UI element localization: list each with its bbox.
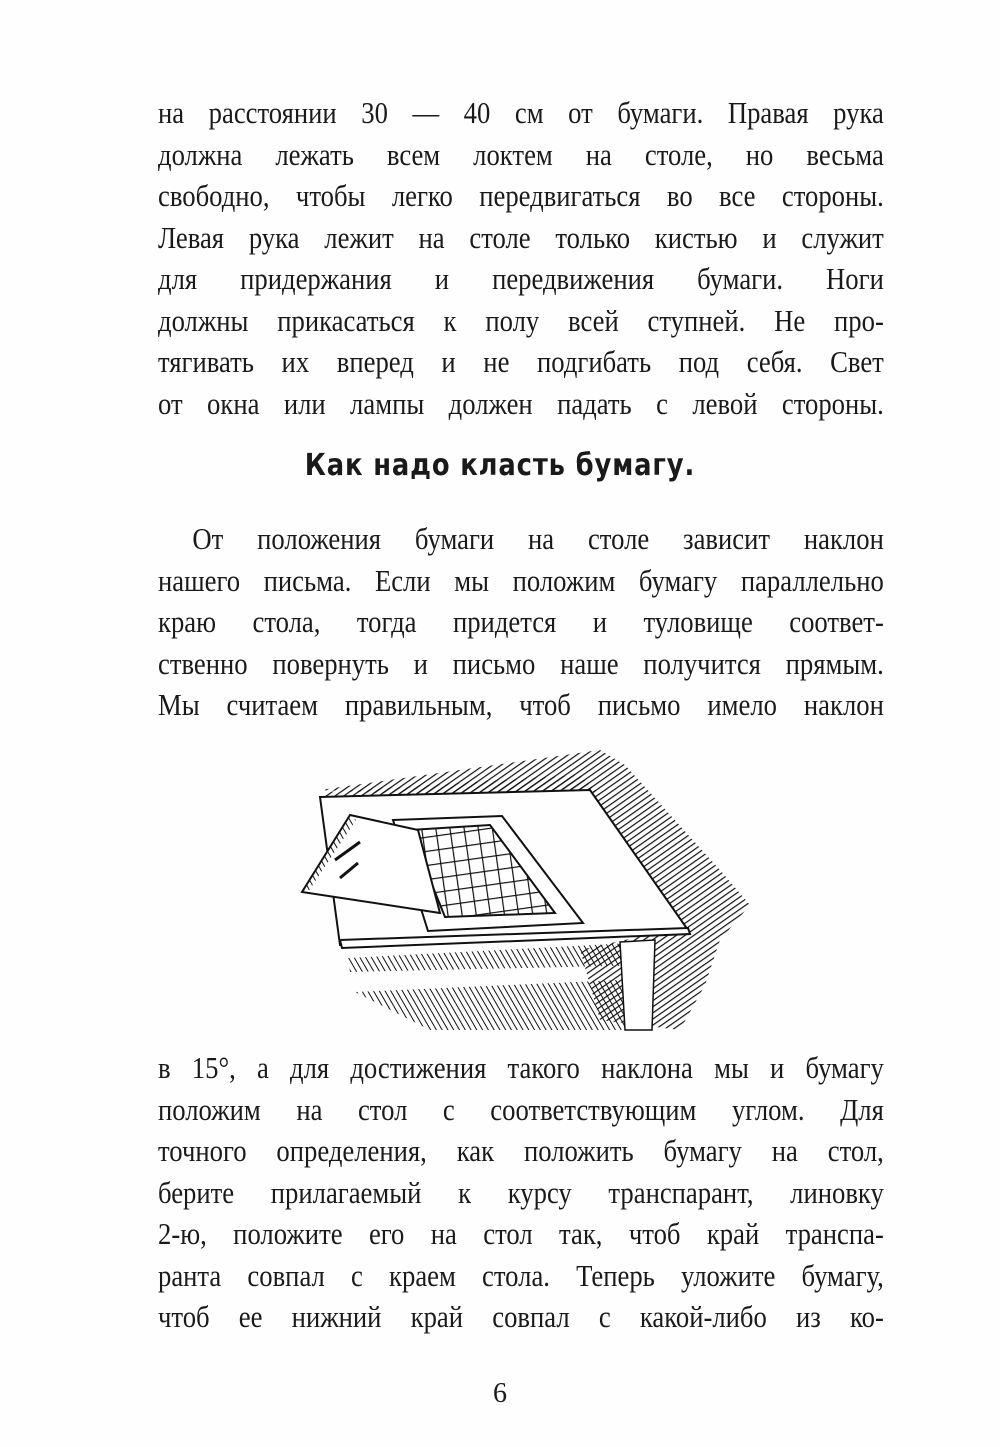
paper-on-table-illustration (280, 730, 780, 1040)
section-heading (0, 448, 1000, 483)
paragraph-paper-position (158, 518, 884, 726)
text-line: тягивать их вперед и не подгибать под себя. Свет (158, 344, 884, 379)
text-line: должны прикасаться к полу всей ступней. Не про- (158, 302, 884, 338)
text-line: должна лежать всем локтем на столе, но весьма (158, 136, 884, 172)
text-line: берите прилагаемый к курсу транспарант, линовку (158, 1174, 884, 1210)
text-line: От положения бумаги на столе зависит наклон (192, 521, 884, 556)
page-number: 6 (493, 1378, 507, 1409)
text-line: ственно повернуть и письмо наше получится прямым. (158, 645, 884, 681)
paragraph-posture (158, 92, 884, 424)
text-line: Левая рука лежит на столе только кистью и служит (158, 219, 884, 255)
table-leg (620, 940, 655, 1030)
text-line: краю стола, тогда придется и туловище соответ- (158, 604, 884, 639)
paragraph-slant (158, 1047, 884, 1338)
text-line: чтоб ее нижний край совпал с какой-либо из ко- (158, 1299, 884, 1334)
text-line: 2-ю, положите его на стол так, чтоб край транспа- (158, 1216, 884, 1251)
section-heading-text: Как надо класть бумагу. (304, 448, 696, 483)
text-line: положим на стол с соответствующим углом. Для (158, 1091, 884, 1127)
text-line: от окна или лампы должен падать с левой стороны. (158, 385, 884, 421)
text-line: нашего письма. Если мы положим бумагу параллельно (158, 562, 884, 598)
text-line: для придержания и передвижения бумаги. Ноги (158, 261, 884, 296)
text-line: в 15°, а для достижения такого наклона мы и бумагу (158, 1050, 884, 1085)
text-line: свободно, чтобы легко передвигаться во все стороны. (158, 178, 884, 213)
text-line: ранта совпал с краем стола. Теперь уложите бумагу, (158, 1257, 884, 1293)
text-line: точного определения, как положить бумагу на стол, (158, 1133, 884, 1168)
text-line: на расстоянии 30 — 40 см от бумаги. Правая рука (158, 95, 884, 130)
text-line: Мы считаем правильным, чтоб письмо имело наклон (158, 687, 884, 722)
